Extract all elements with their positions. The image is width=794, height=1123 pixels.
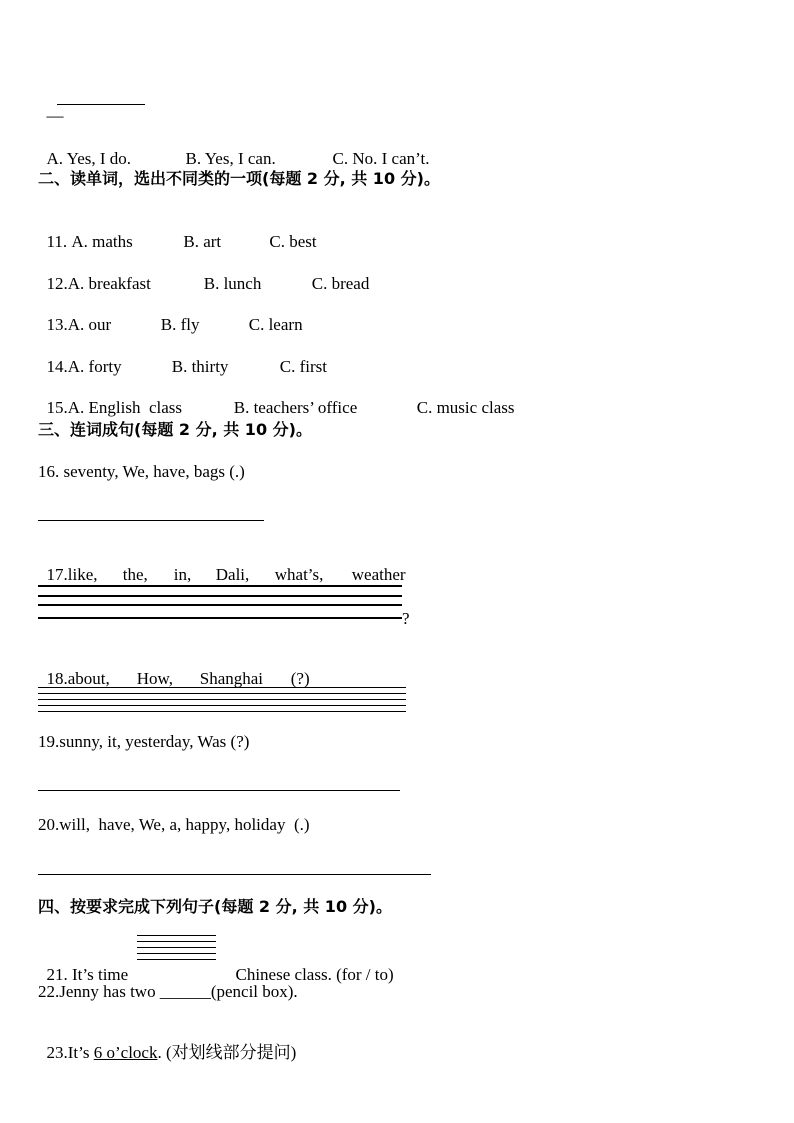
q10-options xyxy=(38,129,429,169)
question-17 xyxy=(38,545,406,585)
answer-line-top xyxy=(38,86,64,126)
option-b: B. Yes, I can. xyxy=(185,149,276,168)
option-a: A. our xyxy=(67,315,112,334)
answer-line xyxy=(38,595,402,597)
option-a: A. Yes, I do. xyxy=(46,149,132,168)
sentence-end: . (对划线部分提问) xyxy=(157,1043,297,1062)
answer-line xyxy=(38,711,406,712)
section-4-heading: 四、按要求完成下列句子(每题 2 分, 共 10 分)。 xyxy=(38,897,392,916)
answer-line xyxy=(38,790,400,791)
option-b: B. lunch xyxy=(203,274,262,293)
dash: — xyxy=(46,106,64,125)
option-a: A. breakfast xyxy=(67,274,151,293)
question-18 xyxy=(38,649,310,689)
section-2-heading: 二、读单词，选出不同类的一项(每题 2 分, 共 10 分)。 xyxy=(38,169,440,188)
word: (?) xyxy=(290,669,310,688)
question-number: 17. xyxy=(46,565,68,584)
answer-line xyxy=(137,941,216,942)
sentence-end: Chinese class. (for / to) xyxy=(235,965,394,984)
option-a: A. forty xyxy=(67,357,122,376)
option-b: B. teachers’ office xyxy=(233,398,358,417)
underlined-phrase: 6 o’clock xyxy=(93,1043,158,1062)
word: like, xyxy=(67,565,98,584)
answer-line xyxy=(38,699,406,700)
answer-line xyxy=(38,705,406,706)
answer-line xyxy=(38,520,264,521)
question-12 xyxy=(38,254,369,294)
section-3-heading: 三、连词成句(每题 2 分, 共 10 分)。 xyxy=(38,420,312,439)
word: Shanghai xyxy=(199,669,264,688)
word: weather xyxy=(351,565,406,584)
answer-line xyxy=(38,604,402,606)
question-number: 12. xyxy=(46,274,68,293)
word: in, xyxy=(173,565,192,584)
option-c: C. first xyxy=(279,357,327,376)
sentence-start: 21. It’s time xyxy=(46,965,129,984)
question-number: 18. xyxy=(46,669,68,688)
option-b: B. thirty xyxy=(171,357,229,376)
question-20: 20.will, have, We, a, happy, holiday (.) xyxy=(38,815,310,834)
sentence-start: 23.It’s xyxy=(46,1043,94,1062)
question-number: 13. xyxy=(46,315,68,334)
option-c: C. No. I can’t. xyxy=(332,149,430,168)
answer-line xyxy=(38,874,431,875)
option-c: C. music class xyxy=(416,398,515,417)
question-number: 11. xyxy=(46,232,72,251)
option-b: B. fly xyxy=(160,315,200,334)
answer-line xyxy=(38,617,402,619)
word: How, xyxy=(136,669,173,688)
option-c: C. bread xyxy=(311,274,370,293)
word: Dali, xyxy=(215,565,250,584)
question-21 xyxy=(38,945,394,985)
word: about, xyxy=(67,669,110,688)
answer-line xyxy=(38,585,402,587)
answer-line xyxy=(137,935,216,936)
word: what’s, xyxy=(274,565,324,584)
question-number: 15. xyxy=(46,398,68,417)
blank-line xyxy=(57,104,145,105)
question-mark: ? xyxy=(402,609,410,628)
question-19: 19.sunny, it, yesterday, Was (?) xyxy=(38,732,250,751)
question-15 xyxy=(38,378,515,418)
question-14 xyxy=(38,337,327,377)
option-a: A. English class xyxy=(67,398,183,417)
question-23 xyxy=(38,1023,296,1063)
option-b: B. art xyxy=(183,232,222,251)
option-a: A. maths xyxy=(71,232,133,251)
question-number: 14. xyxy=(46,357,68,376)
answer-line xyxy=(137,953,216,954)
option-c: C. learn xyxy=(248,315,303,334)
question-13 xyxy=(38,295,303,335)
question-16: 16. seventy, We, have, bags (.) xyxy=(38,462,245,481)
answer-line xyxy=(137,959,216,960)
option-c: C. best xyxy=(269,232,317,251)
question-22: 22.Jenny has two ______(pencil box). xyxy=(38,982,298,1001)
answer-line xyxy=(137,947,216,948)
answer-line xyxy=(38,687,406,688)
question-11 xyxy=(38,212,317,252)
answer-line xyxy=(38,693,406,694)
word: the, xyxy=(122,565,148,584)
